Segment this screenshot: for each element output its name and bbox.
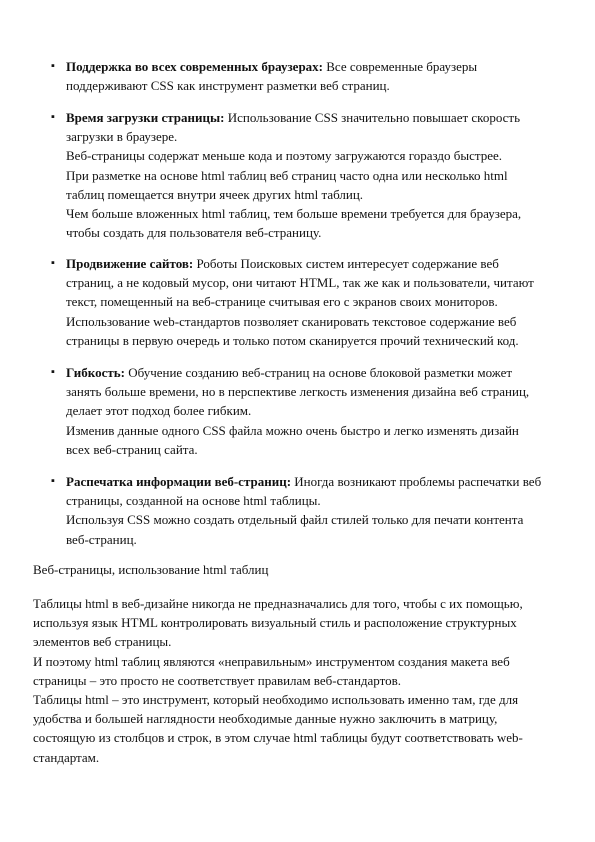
bullet-marker: ▪ xyxy=(51,366,55,378)
bullet-title: Продвижение сайтов: xyxy=(66,256,194,271)
bullet-item-flexibility xyxy=(51,363,561,459)
bullet-title: Распечатка информации веб-страниц: xyxy=(66,474,292,489)
bullet-title: Поддержка во всех современных браузерах: xyxy=(66,59,324,74)
bullet-text: Обучение созданию веб-страниц на основе блоковой разметки может xyxy=(124,365,513,380)
paragraph-line: Таблицы html в веб-дизайне никогда не предназначались для того, чтобы с их помощью, xyxy=(33,596,523,611)
bullet-text: Использование CSS значительно повышает скорость xyxy=(224,110,521,125)
bullet-text-line: При разметке на основе html таблиц веб страниц часто одна или несколько html xyxy=(66,167,508,183)
bullet-title: Гибкость: xyxy=(66,365,125,380)
bullet-marker: ▪ xyxy=(51,257,55,269)
bullet-item-seo xyxy=(51,254,561,350)
bullet-text-line: страницы в первую очередь и только потом сканируется прочий технический код. xyxy=(66,332,519,348)
paragraph-line: И поэтому html таблиц являются «неправильным» инструментом создания макета веб xyxy=(33,653,510,669)
section-heading xyxy=(33,560,568,579)
paragraph-line: стандартам. xyxy=(33,749,100,765)
bullet-marker: ▪ xyxy=(51,60,55,72)
bullet-text-line: загрузки в браузере. xyxy=(66,129,178,145)
bullet-marker: ▪ xyxy=(51,475,55,487)
bullet-marker: ▪ xyxy=(51,111,55,123)
paragraph-line: страницы – это просто не соответствует правилам веб-стандартов. xyxy=(33,672,402,688)
bullet-item-printing xyxy=(51,472,561,549)
bullet-text-line: Изменив данные одного CSS файла можно очень быстро и легко изменять дизайн xyxy=(66,422,519,438)
bullet-text-line: делает этот подход более гибким. xyxy=(66,403,252,419)
section-heading-text: Веб-страницы, использование html таблиц xyxy=(33,562,269,577)
bullet-text-line: Использование web-стандартов позволяет сканировать текстовое содержание веб xyxy=(66,313,517,329)
paragraph-line: состоящую из столбцов и строк, в этом случае html таблицы будут соответствовать web- xyxy=(33,730,523,746)
bullet-text-line: занять больше времени, но в перспективе легкость изменения дизайна веб страниц, xyxy=(66,384,530,400)
bullet-text: Иногда возникают проблемы распечатки веб xyxy=(291,474,542,489)
paragraph-line: удобства и большей наглядности необходимые данные нужно заключить в матрицу, xyxy=(33,711,498,727)
bullet-text-line: Чем больше вложенных html таблиц, тем больше времени требуется для браузера, xyxy=(66,206,522,222)
bullet-text-line: текст, помещенный на веб-странице считывая его с экранов своих мониторов. xyxy=(66,294,498,310)
paragraph-line: Таблицы html – это инструмент, который необходимо использовать именно там, где для xyxy=(33,692,519,708)
bullet-text-line: поддерживают CSS как инструмент разметки веб страниц. xyxy=(66,78,390,94)
paragraph-line: используя язык HTML контролировать визуальный стиль и расположение структурных xyxy=(33,615,517,631)
bullet-text: Роботы Поисковых систем интересует содержание веб xyxy=(193,256,499,271)
bullet-text-line: страниц, а не кодовый мусор, они читают HTML, так же как и пользователи, читают xyxy=(66,275,534,291)
bullet-item-browser-support xyxy=(51,57,561,95)
bullet-text-line: всех веб-страниц сайта. xyxy=(66,441,198,457)
bullet-text: Все современные браузеры xyxy=(323,59,478,74)
bullet-title: Время загрузки страницы: xyxy=(66,110,225,125)
bullet-text-line: Веб-страницы содержат меньше кода и поэтому загружаются гораздо быстрее. xyxy=(66,148,503,164)
bullet-item-load-time xyxy=(51,108,561,242)
bullet-text-line: Используя CSS можно создать отдельный файл стилей только для печати контента xyxy=(66,512,524,528)
bullet-text-line: страницы, созданной на основе html таблицы. xyxy=(66,493,321,509)
bullet-text-line: таблиц помещается внутри ячеек других html таблиц. xyxy=(66,186,364,202)
section-paragraph xyxy=(33,594,568,767)
paragraph-line: элементов веб страницы. xyxy=(33,634,172,650)
bullet-text-line: чтобы создать для пользователя веб-страницу. xyxy=(66,225,322,241)
bullet-text-line: веб-страниц. xyxy=(66,531,137,547)
